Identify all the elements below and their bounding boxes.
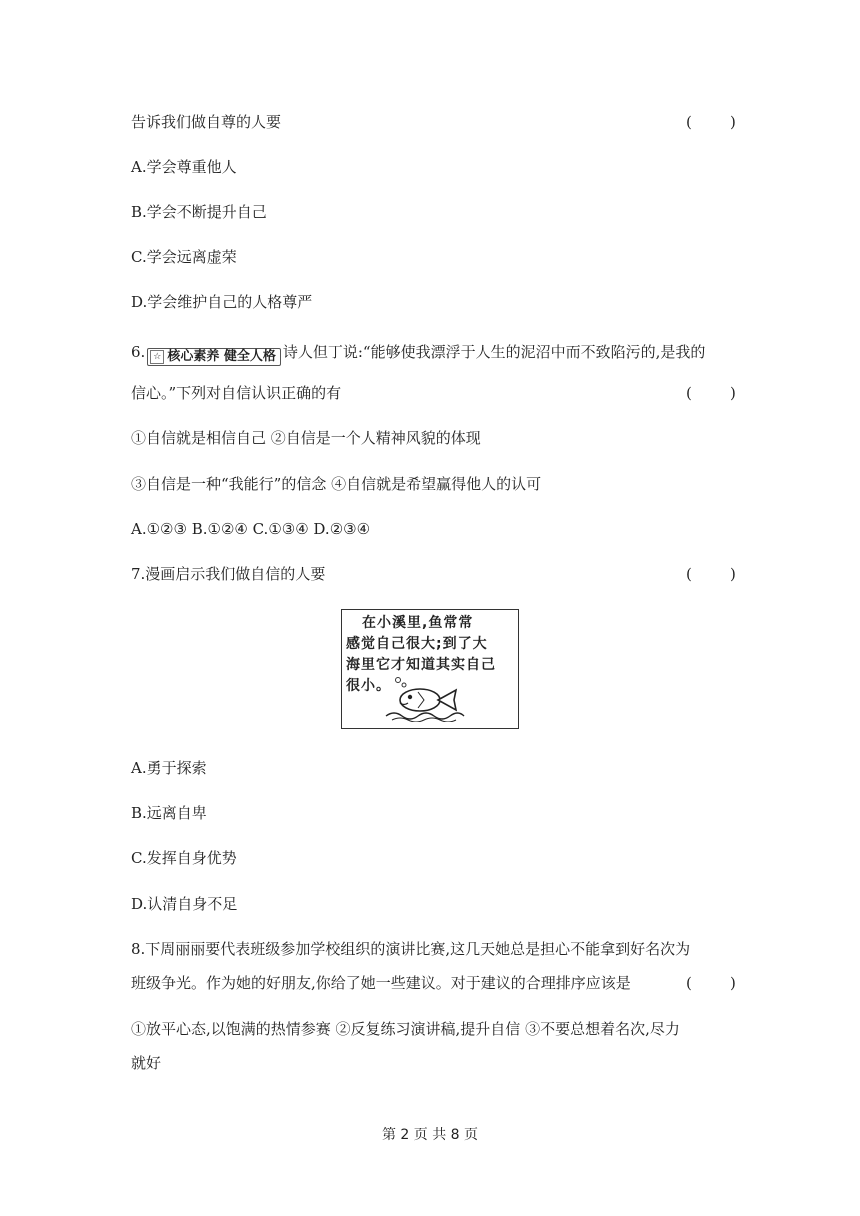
comic-line-4: 很小。 bbox=[346, 678, 391, 694]
q8-answer-paren: ( ) bbox=[686, 974, 736, 992]
fish-icon bbox=[382, 676, 466, 722]
q5-stem: 告诉我们做自尊的人要 bbox=[131, 113, 282, 131]
badge-label-core: 核心素养 bbox=[167, 349, 220, 364]
q7-option-a: A.勇于探索 bbox=[131, 759, 207, 777]
comic-line-1: 在小溪里,鱼常常 bbox=[362, 615, 474, 631]
q7-option-b: B.远离自卑 bbox=[131, 804, 207, 822]
q7-option-d: D.认清自身不足 bbox=[131, 895, 238, 913]
q5-answer-paren: ( ) bbox=[686, 113, 736, 131]
q6-statements-1: ①自信就是相信自己 ②自信是一个人精神风貌的体现 bbox=[131, 429, 481, 447]
q7-option-c: C.发挥自身优势 bbox=[131, 849, 237, 867]
q8-stem-line-1: 8.下周丽丽要代表班级参加学校组织的演讲比赛,这几天她总是担心不能拿到好名次为 bbox=[131, 940, 691, 958]
q6-stem-line-2: 信心。”下列对自信认识正确的有 bbox=[131, 384, 342, 402]
q5-option-d: D.学会维护自己的人格尊严 bbox=[131, 293, 313, 311]
q7-stem: 7.漫画启示我们做自信的人要 bbox=[131, 565, 326, 583]
q6-choices: A.①②③ B.①②④ C.①③④ D.②③④ bbox=[131, 520, 371, 538]
badge-label-personality: 健全人格 bbox=[223, 349, 276, 364]
q8-stem-line-2: 班级争光。作为她的好朋友,你给了她一些建议。对于建议的合理排序应该是 bbox=[131, 974, 631, 992]
fish-comic bbox=[341, 609, 519, 729]
q6-answer-paren: ( ) bbox=[686, 384, 736, 402]
core-literacy-badge bbox=[147, 348, 281, 366]
q7-answer-paren: ( ) bbox=[686, 565, 736, 583]
q8-statements-1: ①放平心态,以饱满的热情参赛 ②反复练习演讲稿,提升自信 ③不要总想着名次,尽力 bbox=[131, 1020, 680, 1038]
q5-option-a: A.学会尊重他人 bbox=[131, 158, 237, 176]
q8-statements-2: 就好 bbox=[131, 1054, 162, 1072]
q6-statements-2: ③自信是一种“我能行”的信念 ④自信就是希望赢得他人的认可 bbox=[131, 475, 542, 493]
comic-line-2: 感觉自己很大;到了大 bbox=[346, 636, 488, 652]
comic-line-3: 海里它才知道其实自己 bbox=[346, 657, 496, 673]
page-footer: 第 2 页 共 8 页 bbox=[381, 1127, 479, 1143]
q6-number: 6. bbox=[131, 343, 146, 361]
q5-option-c: C.学会远离虚荣 bbox=[131, 248, 237, 266]
q5-option-b: B.学会不断提升自己 bbox=[131, 203, 267, 221]
q6-stem-text-1: 诗人但丁说:“能够使我漂浮于人生的泥沼中而不致陷污的,是我的 bbox=[282, 343, 706, 361]
star-icon: ☆ bbox=[150, 350, 164, 364]
q6-stem-line-1 bbox=[131, 342, 705, 366]
